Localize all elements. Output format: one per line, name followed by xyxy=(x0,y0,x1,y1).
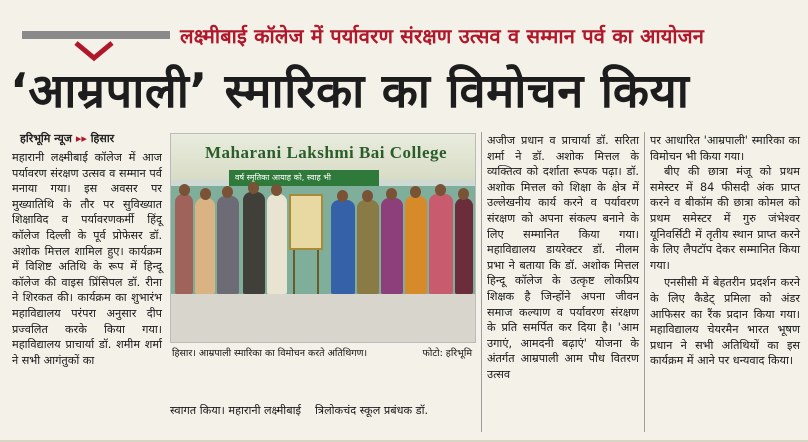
column-5-paragraph-2: बीए की छात्रा मंजू को प्रथम समेस्टर में 84 फीसदी अंक प्राप्त करने व बीकॉम की छात्रा कोमल को प्रथम समेस्टर में गुरु जंभेश्वर यूनिवर्सिटी में तृतीय स्थान प्राप्त करने के लिए लैपटॉप देकर सम्मानित किया गया। xyxy=(650,165,800,272)
byline-source: हरिभूमि न्यूज xyxy=(20,132,72,145)
photo-easel-poster xyxy=(289,194,323,250)
column-5-paragraph-3: एनसीसी में बेहतरीन प्रदर्शन करने के लिए कैडेट् प्रमिला को अंडर आफिसर का रैंक प्रदान किया गया। महाविद्यालय चेयरमैन भारत भूषण प्रधान ने सभी अतिथियों का इस कार्यक्रम में आने पर धन्यवाद किया। xyxy=(650,276,800,368)
photo-caption-text: हिसार। आम्रपाली स्मारिका का विमोचन करते अतिथिगण। xyxy=(172,348,368,359)
under-photo-text-left: स्वागत किया। महारानी लक्ष्मीबाई xyxy=(170,404,301,417)
photo-person xyxy=(267,194,287,294)
photo-person-head xyxy=(248,182,259,194)
column-divider xyxy=(481,132,482,432)
photo-person xyxy=(217,196,239,294)
photo-person-head xyxy=(222,186,233,198)
article-column-1 xyxy=(12,150,162,368)
photo-person-head xyxy=(200,188,211,200)
photo-easel-leg xyxy=(293,250,295,294)
photo-easel-leg xyxy=(317,250,319,294)
photo-person-head xyxy=(386,188,397,200)
column-1-text: महारानी लक्ष्मीबाई कॉलेज में आज पर्यावरण संरक्षण उत्सव व सम्मान पर्व मनाया गया। इस अवसर पर मुख्यातिथि के तौर पर सुविख्यात शिक्षाविद व पर्यावरणकर्मी हिंदू कॉलेज दिल्ली के पूर्व प्रोफेसर डॉ. अशोक मित्तल शामिल हुए। कार्यक्रम में विशिष्ट अतिथि के रूप में हिन्दू कॉलेज की वाइस प्रिंसिपल डॉ. रीना ने शिरकत की। कार्यक्रम का शुभारंभ महाविद्यालय परंपरा अनुसार दीप प्रज्वलित करके किया गया। महाविद्यालय प्राचार्या डॉ. शमीम शर्मा ने सभी आगंतुकों का xyxy=(12,151,162,367)
photo-person-head xyxy=(179,184,190,196)
photo-person xyxy=(175,194,193,294)
photo-person-head xyxy=(337,190,348,202)
photo-caption xyxy=(170,345,476,363)
column-5-paragraph-1: पर आधारित 'आम्रपाली' स्मारिका का विमोचन भी किया गया। xyxy=(650,134,800,163)
article-column-5 xyxy=(650,133,800,369)
column-divider xyxy=(644,132,645,432)
under-photo-text-right: त्रिलोकचंद स्कूल प्रबंधक डॉ. xyxy=(315,404,429,417)
photo-person xyxy=(455,198,473,294)
photo-person-head xyxy=(410,186,421,198)
photo-person xyxy=(405,196,427,294)
photo-person-head xyxy=(271,184,282,196)
photo-person-head xyxy=(435,184,446,196)
chevron-down-icon xyxy=(72,40,116,62)
byline xyxy=(20,131,114,146)
photo-credit: फोटो: हरिभूमि xyxy=(422,348,472,359)
photo-person-head xyxy=(362,190,373,202)
photo-stage-banner-text: वर्ष स्मृतिका आयाह को, स्वाह भी xyxy=(235,173,332,182)
photo-person xyxy=(243,192,265,294)
photo-person xyxy=(195,198,215,294)
photo-person xyxy=(429,194,453,294)
photo-college-banner: Maharani Lakshmi Bai College xyxy=(205,143,448,162)
byline-place: हिसार xyxy=(90,132,115,145)
main-headline: ‘आम्रपाली’ स्मारिका का विमोचन किया xyxy=(10,64,690,119)
photo-person xyxy=(331,200,355,294)
photo-person xyxy=(357,200,379,294)
photo-person-head xyxy=(458,188,469,200)
article-column-4 xyxy=(487,133,639,383)
kicker-bar xyxy=(22,31,170,39)
kicker-headline: लक्ष्मीबाई कॉलेज में पर्यावरण संरक्षण उत्सव व सम्मान पर्व का आयोजन xyxy=(180,24,705,48)
byline-arrows-icon: ▸▸ xyxy=(75,132,87,145)
photo-person xyxy=(381,198,403,294)
column-4-text: अजीज प्रधान व प्राचार्या डॉ. सरिता शर्मा ने डॉ. अशोक मित्तल के व्यक्तित्व को दर्शाता रूपक पढ़ा। डॉ. अशोक मित्तल को शिक्षा के क्षेत्र में उल्लेखनीय कार्य करने व पर्यावरण संरक्षण को अपना संकल्प बनाने के लिए सम्मानित किया गया। महाविद्यालय डायरेक्टर डॉ. नीलम प्रभा ने बताया कि डॉ. अशोक मित्तल हिन्दू कॉलेज के उत्कृष्ट लोकप्रिय शिक्षक है जिन्होंने अपना जीवन समाज कल्याण व पर्यावरण संरक्षण के प्रति समर्पित कर दिया है। 'आम उगाएं, आमदनी बढ़ाएं' योजना के अंतर्गत आम्रपाली आम पौध वितरण उत्सव xyxy=(487,134,639,381)
photo-floor xyxy=(171,294,476,343)
event-photo xyxy=(170,133,476,343)
